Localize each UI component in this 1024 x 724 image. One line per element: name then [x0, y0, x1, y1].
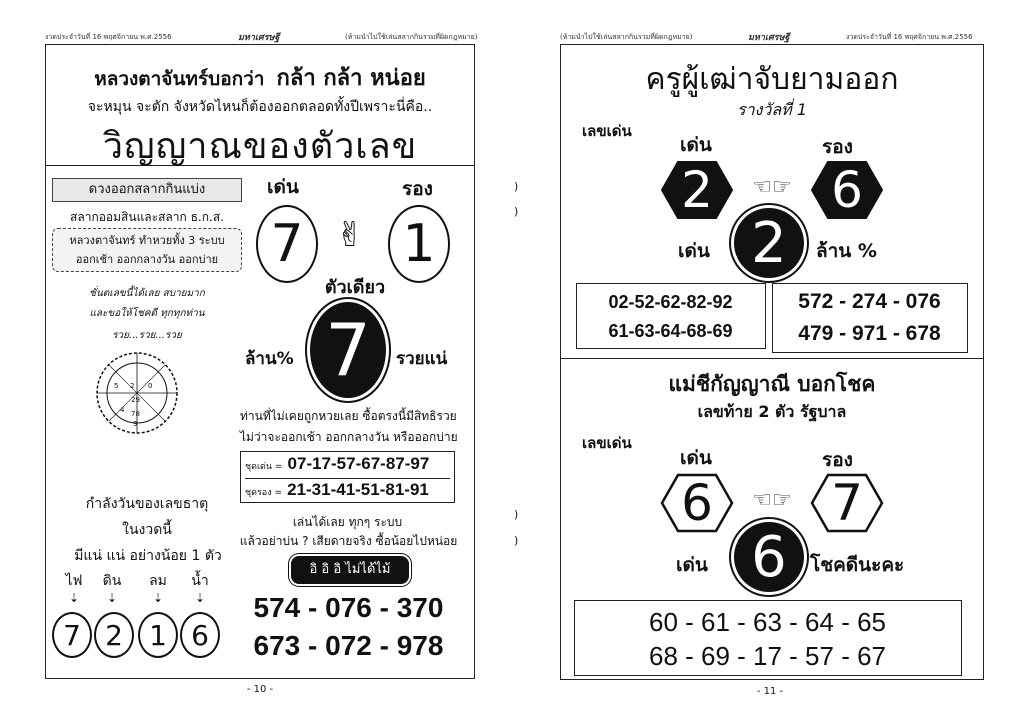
- element-line-1: กำลังวันของเลขธาตุ: [85, 496, 209, 512]
- right-center-digit: 2: [751, 210, 787, 276]
- wheel-num-6: 78: [131, 410, 140, 418]
- two-digit-box: [576, 283, 766, 349]
- right-million-label: ล้าน %: [816, 240, 877, 262]
- wheel-num-2: 2: [130, 382, 135, 390]
- single-label: ตัวเดียว: [324, 277, 386, 298]
- element-digit-oval: [138, 612, 178, 658]
- element-line-2: ในงวดนี้: [122, 522, 172, 538]
- element-digit-oval: [52, 612, 92, 658]
- element-digit-oval: [180, 612, 220, 658]
- arrow-down-icon: ⇣: [106, 591, 118, 605]
- pointing-hands-icon: ☜☞: [752, 175, 792, 200]
- left-header-date: งวดประจำวันที่ 16 พฤศจิกายน พ.ศ.2556: [45, 33, 172, 41]
- bottom-row: 68 - 69 - 17 - 57 - 67: [648, 641, 887, 671]
- element-fire-digit: 7: [63, 618, 81, 652]
- wheel-num-7: 9: [133, 420, 138, 428]
- two-digit-row: 02-52-62-82-92: [608, 292, 733, 312]
- element-water-label: น้ำ: [191, 573, 209, 589]
- left-title-line1: [45, 60, 475, 95]
- number-wheel: [92, 348, 182, 438]
- promo-line-1: หลวงตาจันทร์ ทำหวยทั้ง 3 ระบบ: [69, 234, 225, 247]
- right-tens2-digit: 6: [681, 474, 713, 532]
- advice-line-1: ท่านที่ไม่เคยถูกหวยเลย ซื้อตรงนี้มีสิทธิรวย: [240, 409, 457, 423]
- section2-label: เลขเด่น: [582, 434, 632, 452]
- left-title-main: วิญญาณของตัวเลข: [102, 126, 418, 167]
- handwritten-1: ชั่นตเลขนี้ได้เลย สบายมาก: [89, 288, 205, 299]
- element-wind-label: ลม: [149, 573, 167, 589]
- three-digit-row: 479 - 971 - 678: [798, 322, 941, 345]
- handwritten-3: รวย...รวย...รวย: [112, 330, 182, 341]
- bottom-row: 60 - 61 - 63 - 64 - 65: [648, 607, 887, 637]
- right-center-circle: [734, 208, 804, 278]
- set-row-value: 07-17-57-67-87-97: [287, 454, 430, 473]
- right-rong-label: รอง: [822, 136, 853, 158]
- set-row-label: ชุดเด่น =: [245, 462, 283, 472]
- big-row-1: 574 - 076 - 370: [253, 592, 444, 623]
- promo-line-2: ออกเช้า ออกกลางวัน ออกบ่าย: [75, 253, 219, 266]
- rich-label: รวยแน่: [396, 349, 448, 369]
- bank-text: สลากออมสินและสลาก ธ.ก.ส.: [70, 210, 224, 224]
- binding-mark: ): [514, 205, 519, 218]
- set-row-main: [245, 454, 429, 474]
- three-digit-box: [772, 283, 968, 353]
- play-line-1: เล่นได้เลย ทุกๆ ระบบ: [292, 515, 403, 529]
- play-line-2: แล้วอย่าบ่น ? เสียดายจริง ซื้อน้อยไปหน่อย: [239, 534, 458, 548]
- binding-mark: ): [514, 180, 519, 193]
- right-rong2-label: รอง: [822, 449, 853, 471]
- right-rong2-hex: [810, 473, 884, 533]
- wheel-num-4: 29: [131, 396, 140, 404]
- rong-label: รอง: [402, 178, 433, 200]
- element-line-3: มีแน่ แน่ อย่างน้อย 1 ตัว: [74, 548, 222, 564]
- right-tens-digit: 2: [681, 161, 713, 219]
- arrow-down-icon: ⇣: [68, 591, 80, 605]
- right-header-brand: มหาเศรษฐี: [748, 33, 790, 43]
- set-row-secondary: [245, 478, 450, 500]
- right-center2-digit: 6: [751, 524, 787, 590]
- big-row-2: 673 - 072 - 978: [253, 630, 444, 661]
- right-header-date: งวดประจำวันที่ 16 พฤศจิกายน พ.ศ.2556: [846, 33, 973, 41]
- promo-box: [52, 228, 242, 272]
- wheel-num-1: 5: [114, 382, 119, 390]
- right-title: ครูผู้เฒ่าจับยามออก: [645, 62, 899, 97]
- single-digit: 7: [325, 308, 371, 392]
- tens-digit: 7: [270, 214, 304, 274]
- element-digit-oval: [94, 612, 134, 658]
- left-title-line2: จะหมุน จะตัก จังหวัดไหนก็ต้องออกตลอดทั้งปีเพราะนี่คือ..: [87, 99, 433, 115]
- right-center2-label: เด่น: [676, 554, 708, 576]
- wheel-num-5: 4: [120, 406, 125, 414]
- handwritten-2: และขอให้โชคดี ทุกทุกท่าน: [89, 308, 205, 319]
- right-page-number: - 11 -: [756, 686, 784, 697]
- pointing-hands-icon: ☜☞: [752, 488, 792, 513]
- set-row-label: ชุดรอง =: [245, 488, 282, 498]
- luck-label: โชคดีนะคะ: [810, 554, 905, 576]
- right-tens-label: เด่น: [680, 134, 712, 156]
- arrow-down-icon: ⇣: [194, 591, 206, 605]
- set-row-value: 21-31-41-51-81-91: [287, 480, 429, 499]
- element-earth-label: ดิน: [102, 573, 122, 589]
- binding-mark: ): [514, 534, 519, 547]
- nun-title: แม่ชีกัญญาณี บอกโชค: [668, 372, 876, 396]
- right-header-note: (ห้ามนำไปใช้เล่นสลากกินรวมที่ผิดกฎหมาย): [560, 33, 693, 41]
- bottom-number-box: [574, 600, 962, 676]
- element-water-digit: 6: [191, 618, 209, 652]
- left-header-note: (ห้ามนำไปใช้เล่นสลากกินรวมที่ผิดกฎหมาย): [345, 33, 478, 41]
- right-tens-hex: [660, 160, 734, 220]
- laugh-badge-text: อิ อิ อิ ไม่ได้ไม้: [309, 562, 391, 577]
- element-fire-label: ไฟ: [65, 573, 83, 589]
- left-header-brand: มหาเศรษฐี: [238, 33, 280, 43]
- right-rong-digit: 6: [831, 161, 863, 219]
- two-digit-row: 61-63-64-68-69: [608, 321, 733, 341]
- laugh-badge: [291, 556, 409, 584]
- arrow-down-icon: ⇣: [152, 591, 164, 605]
- right-rong2-digit: 7: [831, 474, 863, 532]
- right-tens2-label: เด่น: [680, 447, 712, 469]
- rong-digit: 1: [402, 214, 436, 274]
- advice-line-2: ไม่ว่าจะออกเช้า ออกกลางวัน หรือออกบ่าย: [240, 430, 458, 444]
- ribbon-text: ดวงออกสลากกินแบ่ง: [88, 182, 206, 197]
- set-box: [240, 451, 455, 503]
- victory-hand-icon: ✌: [335, 215, 365, 255]
- right-tens2-hex: [660, 473, 734, 533]
- element-earth-digit: 2: [105, 618, 123, 652]
- ribbon-label: [52, 178, 242, 202]
- million-label: ล้าน%: [245, 349, 294, 369]
- binding-mark: ): [514, 508, 519, 521]
- right-center2-circle: [734, 522, 804, 592]
- right-mid-divider: [560, 358, 984, 359]
- prize-label: รางวัลที่ 1: [737, 100, 807, 119]
- left-page-number: - 10 -: [246, 684, 274, 695]
- tens-label: เด่น: [267, 176, 299, 198]
- tens-section-label: เลขเด่น: [582, 122, 632, 140]
- title-emph: กล้า กล้า หน่อย: [276, 66, 426, 91]
- right-rong-hex: [810, 160, 884, 220]
- element-wind-digit: 1: [149, 618, 167, 652]
- wheel-num-3: 0: [148, 382, 153, 390]
- title-prefix: หลวงตาจันทร์บอกว่า: [94, 68, 265, 90]
- nun-subtitle: เลขท้าย 2 ตัว รัฐบาล: [697, 402, 847, 421]
- three-digit-row: 572 - 274 - 076: [798, 290, 941, 313]
- right-center-label: เด่น: [678, 240, 710, 262]
- single-digit-oval: [310, 302, 386, 398]
